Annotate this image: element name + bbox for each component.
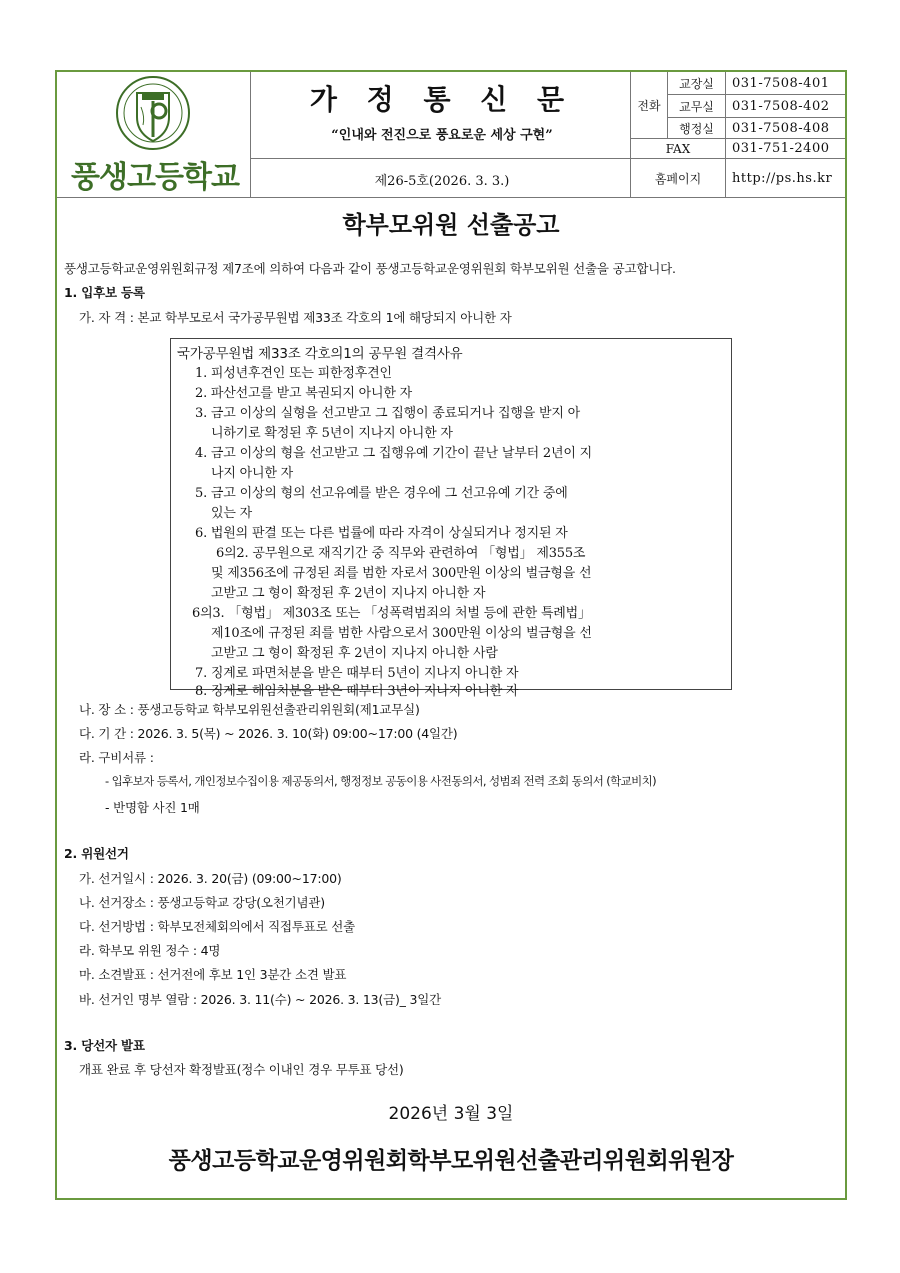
box-heading: 국가공무원법 제33조 각호의1의 공무원 결격사유 xyxy=(177,346,463,362)
box-line: 3. 금고 이상의 실형을 선고받고 그 집행이 종료되거나 집행을 받지 아 xyxy=(195,406,580,421)
election-item: 나. 선거장소 : 풍생고등학교 강당(오천기념관) xyxy=(79,895,325,910)
notice-title: 학부모위원 선출공고 xyxy=(342,211,560,239)
box-line: 제10조에 규정된 죄를 범한 사람으로서 300만원 이상의 벌금형을 선 xyxy=(211,626,592,641)
newsletter-title: 가 정 통 신 문 xyxy=(309,83,575,116)
school-emblem-icon xyxy=(115,75,191,151)
documents-item: - 반명함 사진 1매 xyxy=(105,800,200,815)
box-line: 있는 자 xyxy=(211,506,253,521)
intro-text: 풍생고등학교운영위원회규정 제7조에 의하여 다음과 같이 풍생고등학교운영위원회 학부모위원 선출을 공고합니다. xyxy=(64,261,676,276)
place-text: 나. 장 소 : 풍생고등학교 학부모위원선출관리위원회(제1교무실) xyxy=(79,702,420,717)
newsletter-header xyxy=(57,72,845,198)
phone-label: 전화 xyxy=(637,98,661,113)
phone-principal: 031-7508-401 xyxy=(732,75,830,91)
box-line: 4. 금고 이상의 형을 선고받고 그 집행유예 기간이 끝난 날부터 2년이 지 xyxy=(195,446,592,461)
newsletter-page xyxy=(55,70,847,1200)
school-motto: “인내와 전진으로 풍요로운 세상 구현” xyxy=(331,128,553,143)
election-item: 바. 선거인 명부 열람 : 2026. 3. 11(수) ~ 2026. 3. 13(금)_ 3일간 xyxy=(79,992,441,1007)
phone-academic: 031-7508-402 xyxy=(732,98,830,114)
homepage-link[interactable]: http://ps.hs.kr xyxy=(732,170,833,186)
box-line: 및 제356조에 규정된 죄를 범한 자로서 300만원 이상의 벌금형을 선 xyxy=(211,566,592,581)
divider xyxy=(57,197,845,198)
box-line: 고받고 그 형이 확정된 후 2년이 지나지 아니한 사람 xyxy=(211,646,498,661)
box-line: 8. 징계로 해임처분을 받은 때부터 3년이 지나지 아니한 자 xyxy=(195,684,519,699)
section1-heading: 1. 입후보 등록 xyxy=(64,285,145,300)
box-line: 6의2. 공무원으로 재직기간 중 직무와 관련하여 「형법」 제355조 xyxy=(216,546,586,561)
fax-number: 031-751-2400 xyxy=(732,141,830,156)
announcement-text: 개표 완료 후 당선자 확정발표(정수 이내인 경우 무투표 당선) xyxy=(79,1062,404,1077)
documents-label: 라. 구비서류 : xyxy=(79,750,154,765)
box-line: 7. 징계로 파면처분을 받은 때부터 5년이 지나지 아니한 자 xyxy=(195,666,519,681)
divider xyxy=(250,72,251,198)
fax-label: FAX xyxy=(665,141,691,156)
election-item: 다. 선거방법 : 학부모전체회의에서 직접투표로 선출 xyxy=(79,919,356,934)
disqualification-box xyxy=(170,338,732,699)
homepage-label: 홈페이지 xyxy=(654,171,702,186)
section2-heading: 2. 위원선거 xyxy=(64,846,129,861)
dept-academic: 교무실 xyxy=(679,99,714,114)
box-line: 1. 피성년후견인 또는 피한정후견인 xyxy=(195,366,392,381)
school-name: 풍생고등학교 xyxy=(71,160,239,195)
box-line: 6의3. 「형법」 제303조 또는 「성폭력범죄의 처벌 등에 관한 특례법」 xyxy=(192,606,591,621)
box-line: 고받고 그 형이 확정된 후 2년이 지나지 아니한 자 xyxy=(211,586,486,601)
election-item: 라. 학부모 위원 정수 : 4명 xyxy=(79,943,221,958)
dept-principal: 교장실 xyxy=(679,76,714,91)
notice-date: 2026년 3월 3일 xyxy=(388,1104,514,1124)
qualification-text: 가. 자 격 : 본교 학부모로서 국가공무원법 제33조 각호의 1에 해당되지 아니한 자 xyxy=(79,310,512,325)
box-line: 2. 파산선고를 받고 복권되지 아니한 자 xyxy=(195,386,413,401)
election-item: 가. 선거일시 : 2026. 3. 20(금) (09:00~17:00) xyxy=(79,871,342,886)
issue-number: 제26-5호(2026. 3. 3.) xyxy=(374,174,510,189)
box-line: 6. 법원의 판결 또는 다른 법률에 따라 자격이 상실되거나 정지된 자 xyxy=(195,526,568,541)
phone-admin: 031-7508-408 xyxy=(732,120,830,136)
box-line: 5. 금고 이상의 형의 선고유예를 받은 경우에 그 선고유예 기간 중에 xyxy=(195,486,568,501)
section3-heading: 3. 당선자 발표 xyxy=(64,1038,145,1053)
election-item: 마. 소견발표 : 선거전에 후보 1인 3분간 소견 발표 xyxy=(79,967,347,982)
period-text: 다. 기 간 : 2026. 3. 5(목) ~ 2026. 3. 10(화) 09:00~17:00 (4일간) xyxy=(79,726,458,741)
signatory: 풍생고등학교운영위원회학부모위원선출관리위원회위원장 xyxy=(168,1148,734,1174)
box-line: 니하기로 확정된 후 5년이 지나지 아니한 자 xyxy=(211,426,453,441)
documents-item: - 입후보자 등록서, 개인정보수집이용 제공동의서, 행정정보 공동이용 사전동의서, 성범죄 전력 조회 동의서 (학교비치) xyxy=(105,774,657,788)
dept-admin: 행정실 xyxy=(679,121,714,136)
box-line: 나지 아니한 자 xyxy=(211,466,294,481)
